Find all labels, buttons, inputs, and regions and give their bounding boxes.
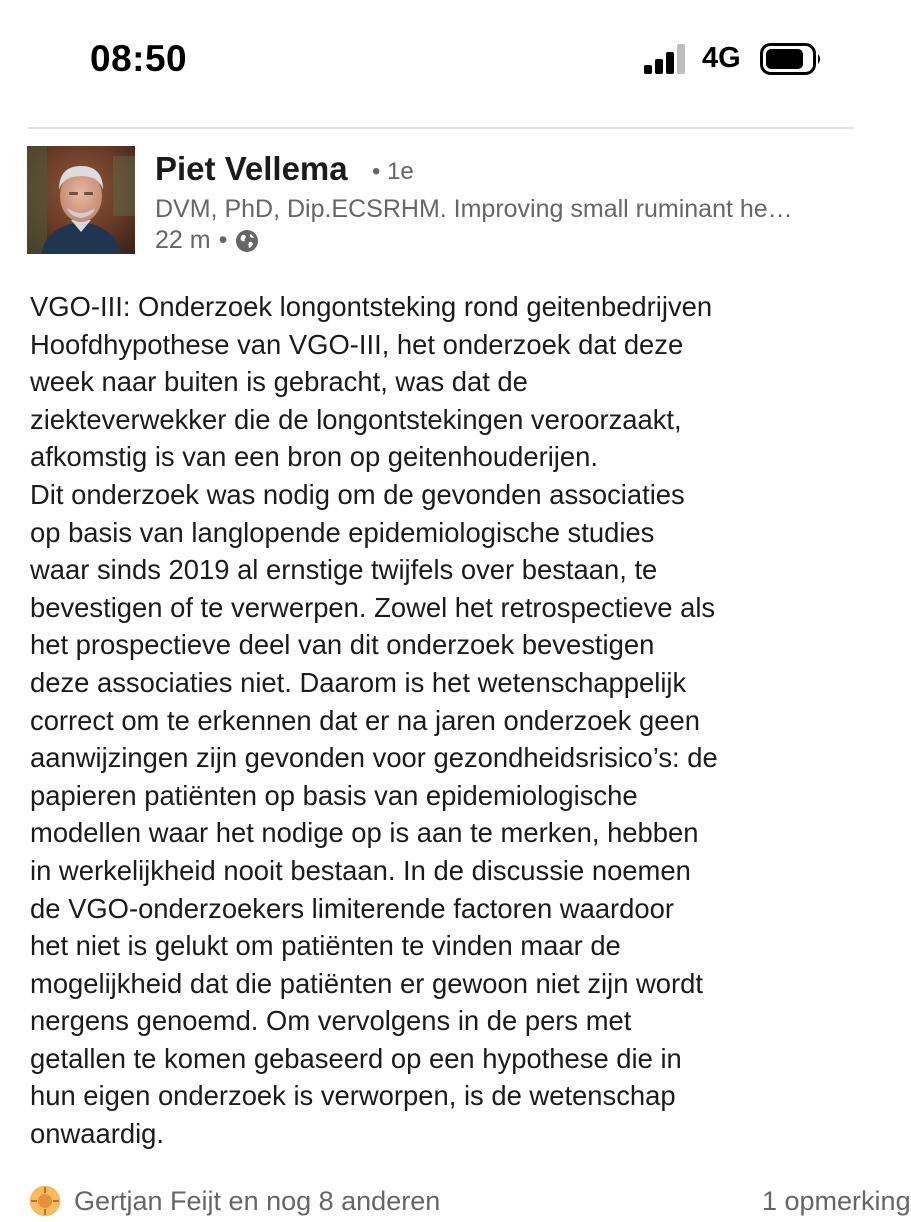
post-body-line: modellen waar het nodige op is aan te merken, hebben: [30, 817, 699, 849]
post-body-line: de VGO-onderzoekers limiterende factoren waardoor: [30, 892, 675, 924]
globe-icon: [235, 229, 259, 253]
post-body-line: het niet is gelukt om patiënten te vinden maar de: [30, 930, 621, 962]
author-name[interactable]: Piet Vellema: [155, 150, 348, 187]
post-body-line: in werkelijkheid nooit bestaan. In de discussie noemen: [30, 854, 691, 886]
meta-separator: •: [218, 226, 228, 254]
post-body-line: afkomstig is van een bron op geitenhouderijen.: [30, 441, 598, 473]
post-body-line: Dit onderzoek was nodig om de gevonden associaties: [30, 478, 685, 510]
reactions-row[interactable]: [28, 1182, 911, 1222]
post-body-line: het prospectieve deel van dit onderzoek bevestigen: [30, 629, 655, 661]
post-body-line: onwaardig.: [30, 1118, 164, 1150]
post-body-line: week naar buiten is gebracht, was dat de: [30, 366, 528, 398]
post-body-line: mogelijkheid dat die patiënten er gewoon niet zijn wordt: [30, 967, 704, 999]
battery-icon: [760, 43, 822, 75]
post-time: 22 m: [155, 226, 211, 254]
post-body-line: aanwijzingen zijn gevonden voor gezondheidsrisico’s: de: [30, 742, 718, 774]
post-body-line: hun eigen onderzoek is verworpen, is de wetenschap: [30, 1080, 676, 1112]
post-body-line: op basis van langlopende epidemiologische studies: [30, 516, 655, 548]
author-avatar[interactable]: [27, 146, 135, 254]
post-body-line: Hoofdhypothese van VGO-III, het onderzoek dat deze: [30, 328, 684, 360]
post-body-line: deze associaties niet. Daarom is het wetenschappelijk: [30, 666, 687, 698]
post-body-line: waar sinds 2019 al ernstige twijfels over bestaan, te: [30, 554, 658, 586]
post-body-line: ziekteverwekker die de longontstekingen veroorzaakt,: [30, 403, 682, 435]
reaction-names: Gertjan Feijt en nog 8 anderen: [74, 1186, 441, 1216]
status-bar: [0, 0, 881, 120]
post-body-line: getallen te komen gebaseerd op een hypothese die in: [30, 1042, 682, 1074]
profile-photo-icon: [27, 146, 135, 254]
status-time: 08:50: [90, 38, 188, 79]
connection-degree: • 1e: [372, 158, 414, 185]
celebrate-reaction-icon: [28, 1184, 62, 1218]
post-meta: [155, 226, 259, 255]
author-headline: DVM, PhD, Dip.ECSRHM. Improving small ruminant he…: [155, 195, 793, 223]
signal-bars-icon: [644, 44, 690, 74]
comment-count[interactable]: 1 opmerking: [762, 1186, 911, 1216]
post-body-line: nergens genoemd. Om vervolgens in de pers met: [30, 1005, 632, 1037]
post-body-line: correct om te erkennen dat er na jaren onderzoek geen: [30, 704, 700, 736]
post-body-line: papieren patiënten op basis van epidemiologische: [30, 779, 638, 811]
post-body-line: VGO-III: Onderzoek longontsteking rond geitenbedrijven: [30, 291, 713, 322]
header-divider: [28, 127, 854, 129]
network-type-label: 4G: [702, 42, 741, 74]
post-body-text: [30, 288, 860, 1153]
post-body-line: bevestigen of te verwerpen. Zowel het retrospectieve als: [30, 591, 716, 623]
